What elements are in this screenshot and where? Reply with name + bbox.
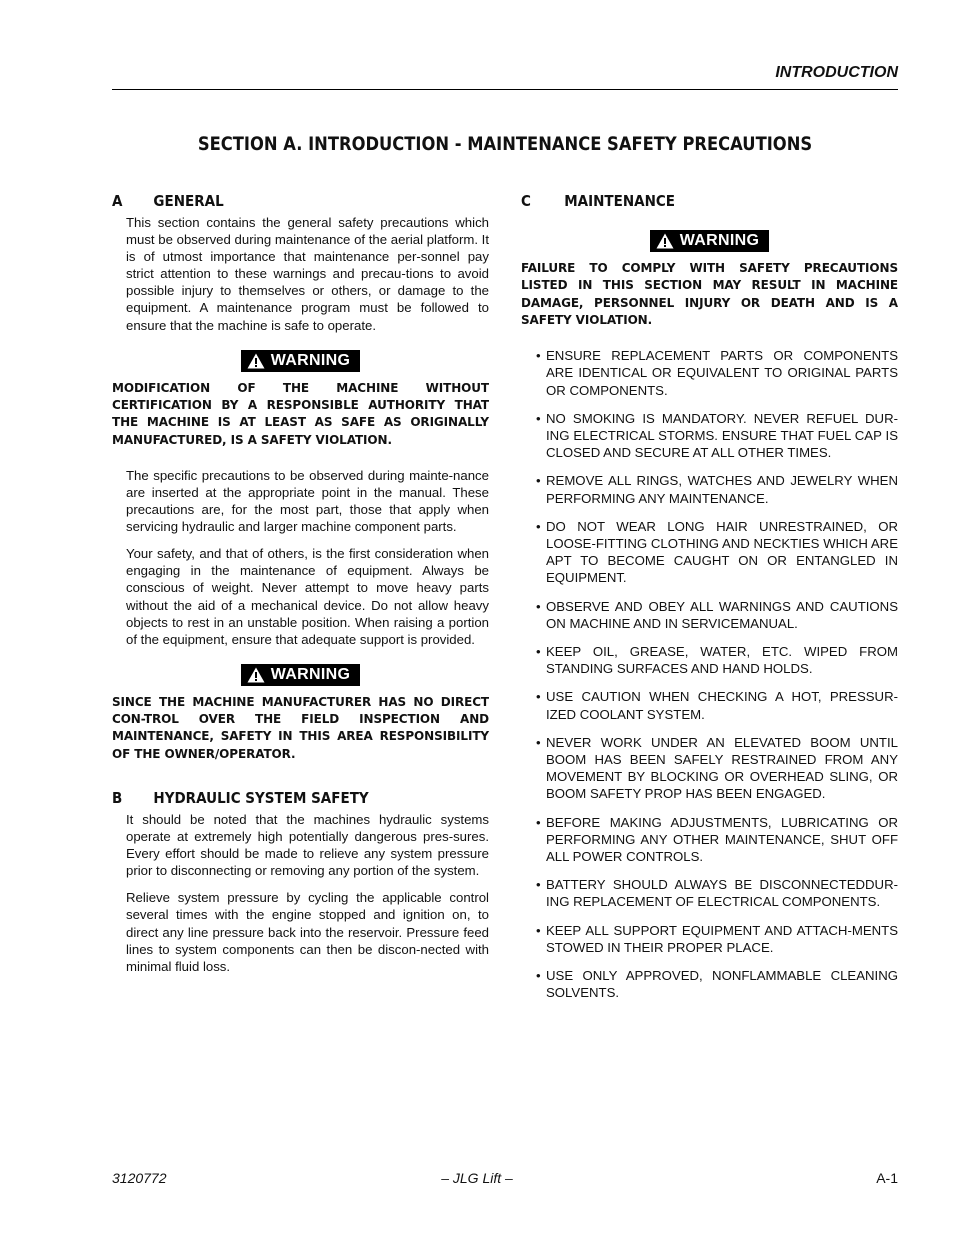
general-paragraph-2: The specific precautions to be observed during mainte-nance are inserted at the appropriate point in the manual. These precautions are, for the most part, those that apply when servicing hydraulic and larger machine component parts. bbox=[126, 467, 489, 535]
list-item: • ENSURE REPLACEMENT PARTS OR COMPONENTS ARE IDENTICAL OR EQUIVALENT TO ORIGINAL PARTS OR COMPONENTS. bbox=[536, 348, 898, 398]
section-title: SECTION A. INTRODUCTION - MAINTENANCE SAFETY PRECAUTIONS bbox=[197, 133, 813, 155]
subhead-maintenance bbox=[521, 192, 860, 214]
right-column bbox=[521, 192, 898, 1012]
warning-text-modification: MODIFICATION OF THE MACHINE WITHOUT CERTIFICATION BY A RESPONSIBLE AUTHORITY THAT THE MACHINE IS AT LEAST AS SAFE AS ORIGINALLY MANUFACTURED, IS A SAFETY VIOLATION. bbox=[112, 380, 489, 447]
header-rule bbox=[112, 89, 898, 90]
warning-badge bbox=[650, 230, 769, 252]
list-item: • KEEP OIL, GREASE, WATER, ETC. WIPED FROM STANDING SURFACES AND HAND HOLDS. bbox=[536, 644, 898, 677]
subhead-text: MAINTENANCE bbox=[564, 192, 676, 210]
warning-banner bbox=[112, 664, 489, 688]
list-item: • USE ONLY APPROVED, NONFLAMMABLE CLEANING SOLVENTS. bbox=[536, 968, 898, 1001]
hydraulic-paragraph-1: It should be noted that the machines hydraulic systems operate at extremely high potentially dangerous pres-sures. Every effort should be made to relieve any system pressure prior to disconnecting or removing any portion of the system. bbox=[126, 811, 489, 879]
warning-label: WARNING bbox=[270, 665, 351, 683]
warning-badge bbox=[241, 350, 360, 372]
maintenance-bullet-list bbox=[521, 347, 898, 1001]
subhead-text: GENERAL bbox=[153, 192, 224, 210]
warning-triangle-icon bbox=[247, 353, 265, 369]
subhead-letter: C bbox=[521, 192, 531, 210]
running-head: INTRODUCTION bbox=[775, 64, 898, 81]
subhead-hydraulic bbox=[112, 789, 451, 811]
left-column bbox=[112, 192, 489, 985]
warning-banner bbox=[112, 350, 489, 374]
list-item: • NEVER WORK UNDER AN ELEVATED BOOM UNTIL BOOM HAS BEEN SAFELY RESTRAINED FROM ANY MOVEMENT BY BLOCKING OR OVERHEAD SLING, OR BOOM SAFETY PROP HAS BEEN ENGAGED. bbox=[536, 734, 898, 802]
warning-label: WARNING bbox=[679, 232, 760, 249]
list-item: • KEEP ALL SUPPORT EQUIPMENT AND ATTACH-MENTS STOWED IN THEIR PROPER PLACE. bbox=[536, 922, 898, 955]
list-item: • OBSERVE AND OBEY ALL WARNINGS AND CAUTIONS ON MACHINE AND IN SERVICEMANUAL. bbox=[536, 598, 898, 631]
general-paragraph-1: This section contains the general safety precautions which must be observed during maintenance of the aerial platform. It is of utmost importance that maintenance per-sonnel pay strict attention to these warnings and precau-tions to avoid possible injury to themselves or others, or damage to the equipment. A maintenance program must be followed to ensure that the machine is safe to operate. bbox=[126, 215, 489, 333]
list-item: • NO SMOKING IS MANDATORY. NEVER REFUEL DUR-ING ELECTRICAL STORMS. ENSURE THAT FUEL CAP IS CLOSED AND SECURE AT ALL OTHER TIMES. bbox=[536, 410, 898, 461]
general-paragraph-3: Your safety, and that of others, is the first consideration when engaging in the maintenance of equipment. Always be conscious of weight. Never attempt to move heavy parts without the aid of a mechanical device. Do not allow heavy objects to rest in an unstable position. When raising a portion of the equipment, ensure that adequate support is provided. bbox=[126, 546, 489, 647]
warning-banner bbox=[521, 230, 898, 254]
warning-text-responsibility: SINCE THE MACHINE MANUFACTURER HAS NO DIRECT CON-TROL OVER THE FIELD INSPECTION AND MAINTENANCE, SAFETY IN THIS AREA RESPONSIBILITY OF THE OWNER/OPERATOR. bbox=[112, 694, 489, 761]
list-item: • BATTERY SHOULD ALWAYS BE DISCONNECTEDDUR-ING REPLACEMENT OF ELECTRICAL COMPONENTS. bbox=[536, 877, 898, 910]
hydraulic-paragraph-2: Relieve system pressure by cycling the applicable control several times with the engine stopped and ignition on, to direct any line pressure back into the reservoir. Pressure feed lines to system components can then be discon-nected with minimal fluid loss. bbox=[126, 890, 489, 974]
footer-doc-number: 3120772 bbox=[112, 1170, 167, 1186]
warning-label: WARNING bbox=[270, 351, 351, 369]
warning-text-failure: FAILURE TO COMPLY WITH SAFETY PRECAUTIONS LISTED IN THIS SECTION MAY RESULT IN MACHINE DAMAGE, PERSONNEL INJURY OR DEATH AND IS A SAFETY VIOLATION. bbox=[521, 261, 898, 327]
footer-page-number: A-1 bbox=[876, 1170, 898, 1186]
subhead-general bbox=[112, 192, 451, 214]
warning-triangle-icon bbox=[247, 667, 265, 683]
subhead-text: HYDRAULIC SYSTEM SAFETY bbox=[153, 788, 369, 807]
list-item: • DO NOT WEAR LONG HAIR UNRESTRAINED, OR LOOSE-FITTING CLOTHING AND NECKTIES WHICH ARE APT TO BECOME CAUGHT ON OR ENTANGLED IN EQUIPMENT. bbox=[536, 518, 898, 586]
subhead-letter: A bbox=[112, 192, 123, 210]
warning-badge bbox=[241, 664, 360, 686]
list-item: • BEFORE MAKING ADJUSTMENTS, LUBRICATING OR PERFORMING ANY OTHER MAINTENANCE, SHUT OFF ALL POWER CONTROLS. bbox=[536, 814, 898, 865]
warning-triangle-icon bbox=[656, 233, 674, 249]
subhead-letter: B bbox=[112, 788, 123, 807]
list-item: • USE CAUTION WHEN CHECKING A HOT, PRESSUR-IZED COOLANT SYSTEM. bbox=[536, 689, 898, 722]
footer-publisher: – JLG Lift – bbox=[441, 1170, 513, 1186]
list-item: • REMOVE ALL RINGS, WATCHES AND JEWELRY WHEN PERFORMING ANY MAINTENANCE. bbox=[536, 473, 898, 506]
